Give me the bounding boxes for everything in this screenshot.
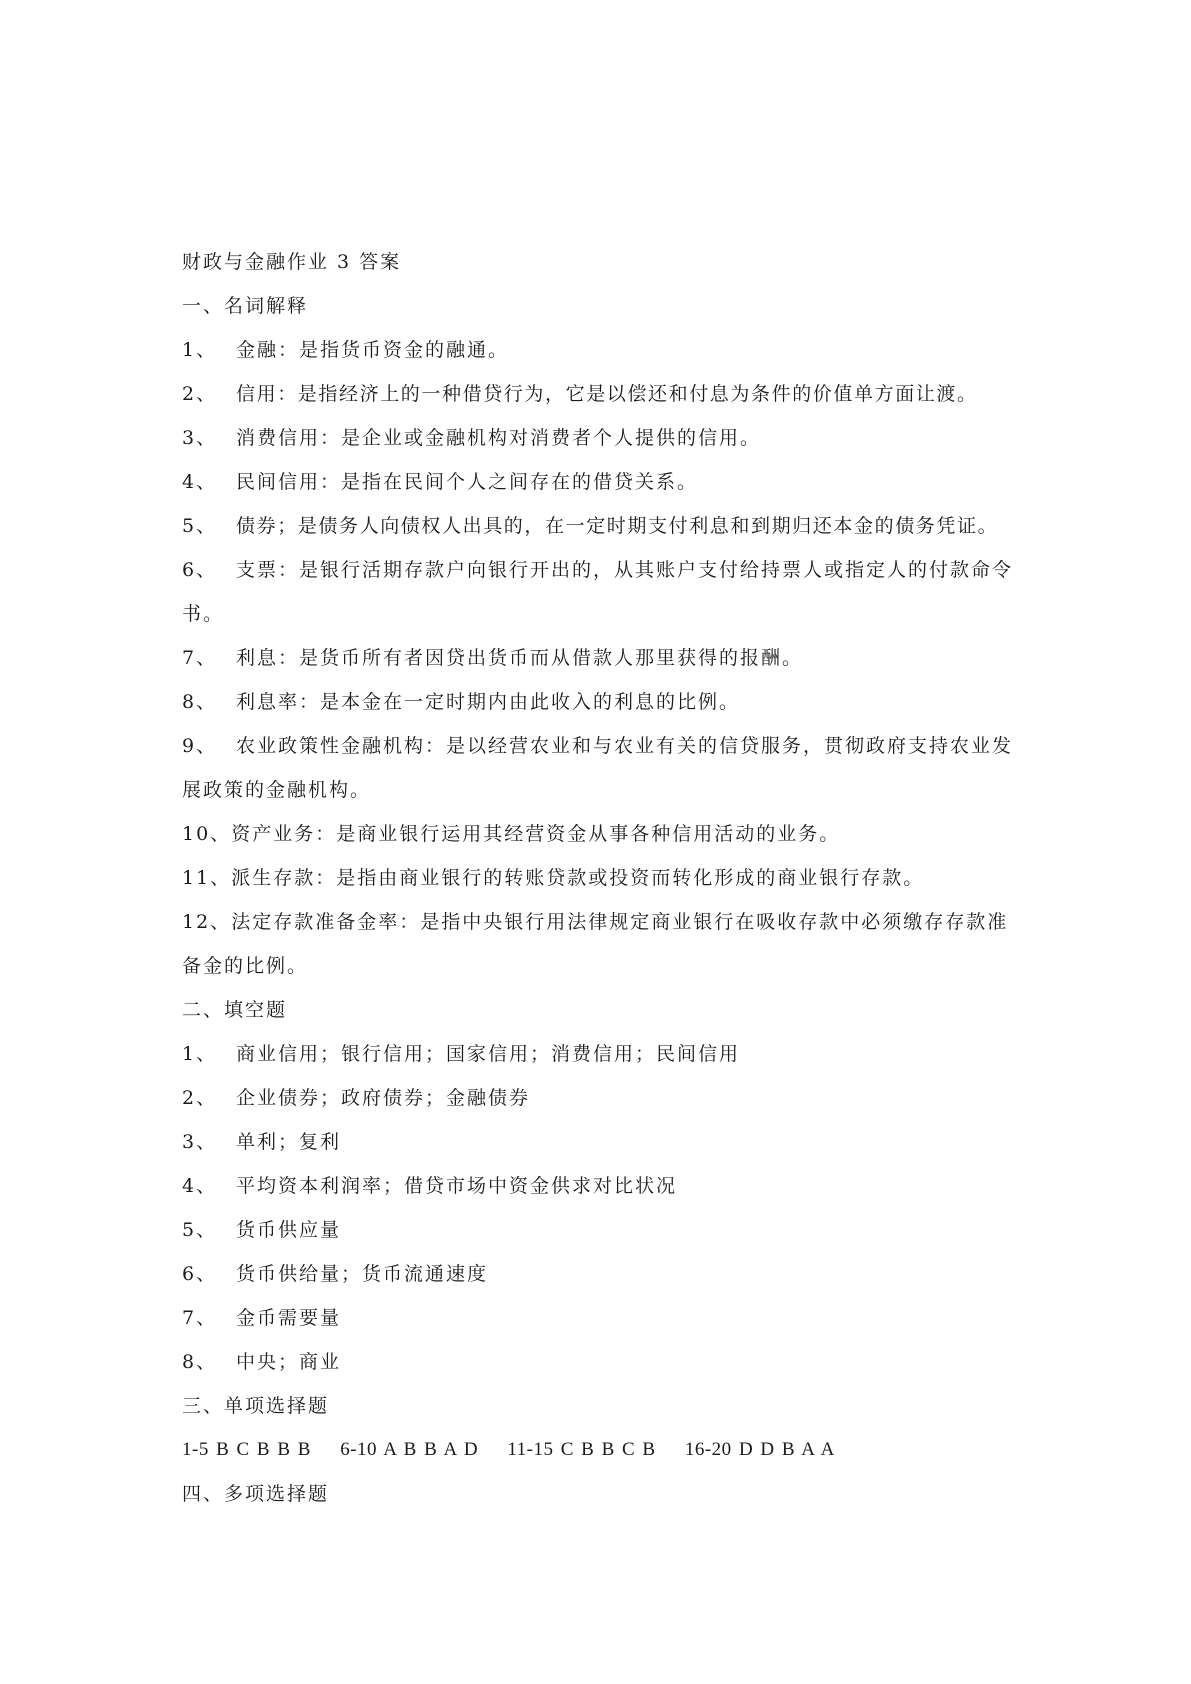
section-heading-single-choice: 三、单项选择题 (182, 1395, 330, 1417)
item-number: 3、 (182, 427, 218, 449)
item-text: 货币供应量 (236, 1219, 342, 1241)
answer-letters: D D B A A (738, 1439, 835, 1460)
item-text: 派生存款：是指由商业银行的转账贷款或投资而转化形成的商业银行存款。 (231, 867, 925, 889)
section-heading-fill-in: 二、填空题 (182, 999, 288, 1021)
glossary-item (182, 856, 1022, 900)
item-number: 11、 (182, 867, 232, 889)
item-text: 货币供给量；货币流通速度 (236, 1263, 489, 1285)
glossary-item (182, 372, 1022, 416)
glossary-item (182, 900, 1022, 988)
answer-letters: B C B B B (216, 1439, 311, 1460)
document-body (182, 240, 1022, 1516)
item-text: 中央；商业 (236, 1351, 342, 1373)
item-number: 5、 (182, 515, 218, 537)
item-number: 7、 (182, 647, 218, 669)
glossary-item (182, 636, 1022, 680)
item-text: 金币需要量 (236, 1307, 342, 1329)
fill-in-item (182, 1076, 1022, 1120)
item-text: 资产业务：是商业银行运用其经营资金从事各种信用活动的业务。 (231, 823, 841, 845)
glossary-item (182, 328, 1022, 372)
item-number: 1、 (182, 1043, 218, 1065)
item-text: 利息：是货币所有者因贷出货币而从借款人那里获得的报酬。 (236, 647, 804, 669)
section-heading-multiple-choice: 四、多项选择题 (182, 1483, 330, 1505)
glossary-item (182, 460, 1022, 504)
item-number: 1、 (182, 339, 218, 361)
item-number: 6、 (182, 1263, 218, 1285)
item-text: 商业信用；银行信用；国家信用；消费信用；民间信用 (236, 1043, 741, 1065)
answer-range: 6-10 (340, 1439, 378, 1460)
glossary-item (182, 504, 1022, 548)
item-text: 金融：是指货币资金的融通。 (236, 339, 510, 361)
item-number: 3、 (182, 1131, 218, 1153)
item-number: 8、 (182, 1351, 218, 1373)
document-title: 财政与金融作业 3 答案 (182, 251, 402, 273)
fill-in-item (182, 1296, 1022, 1340)
item-text: 民间信用：是指在民间个人之间存在的借贷关系。 (236, 471, 699, 493)
answer-range: 11-15 (507, 1439, 554, 1460)
item-text: 企业债券；政府债券；金融债券 (236, 1087, 531, 1109)
fill-in-item (182, 1120, 1022, 1164)
item-number: 8、 (182, 691, 218, 713)
item-text: 消费信用：是企业或金融机构对消费者个人提供的信用。 (236, 427, 762, 449)
item-number: 9、 (182, 735, 218, 757)
item-number: 4、 (182, 471, 218, 493)
item-text: 信用：是指经济上的一种借贷行为，它是以偿还和付息为条件的价值单方面让渡。 (236, 383, 978, 405)
glossary-item (182, 416, 1022, 460)
fill-in-item (182, 1208, 1022, 1252)
item-text: 法定存款准备金率：是指中央银行用法律规定商业银行在吸收存款中必须缴存存款准备金的比例。 (182, 911, 1009, 977)
section-heading-glossary: 一、名词解释 (182, 295, 309, 317)
glossary-item (182, 548, 1022, 636)
glossary-item (182, 724, 1022, 812)
answer-range: 16-20 (684, 1439, 732, 1460)
glossary-item (182, 812, 1022, 856)
item-text: 债券；是债务人向债权人出具的，在一定时期支付利息和到期归还本金的债务凭证。 (236, 515, 999, 537)
item-number: 12、 (182, 911, 232, 933)
item-number: 2、 (182, 1087, 218, 1109)
item-text: 平均资本利润率；借贷市场中资金供求对比状况 (236, 1175, 678, 1197)
item-number: 7、 (182, 1307, 218, 1329)
fill-in-item (182, 1164, 1022, 1208)
fill-in-item (182, 1032, 1022, 1076)
item-text: 单利；复利 (236, 1131, 342, 1153)
item-number: 5、 (182, 1219, 218, 1241)
answer-range: 1-5 (182, 1439, 209, 1460)
item-text: 支票：是银行活期存款户向银行开出的，从其账户支付给持票人或指定人的付款命令书。 (182, 559, 1014, 625)
single-choice-answers (182, 1428, 1022, 1472)
fill-in-item (182, 1340, 1022, 1384)
item-number: 4、 (182, 1175, 218, 1197)
answer-letters: C B B C B (560, 1439, 656, 1460)
item-text: 农业政策性金融机构：是以经营农业和与农业有关的信贷服务，贯彻政府支持农业发展政策的金融机构。 (182, 735, 1014, 801)
item-number: 6、 (182, 559, 218, 581)
item-number: 2、 (182, 383, 218, 405)
item-text: 利息率：是本金在一定时期内由此收入的利息的比例。 (236, 691, 741, 713)
fill-in-item (182, 1252, 1022, 1296)
glossary-item (182, 680, 1022, 724)
answer-letters: A B B A D (383, 1439, 479, 1460)
item-number: 10、 (182, 823, 232, 845)
